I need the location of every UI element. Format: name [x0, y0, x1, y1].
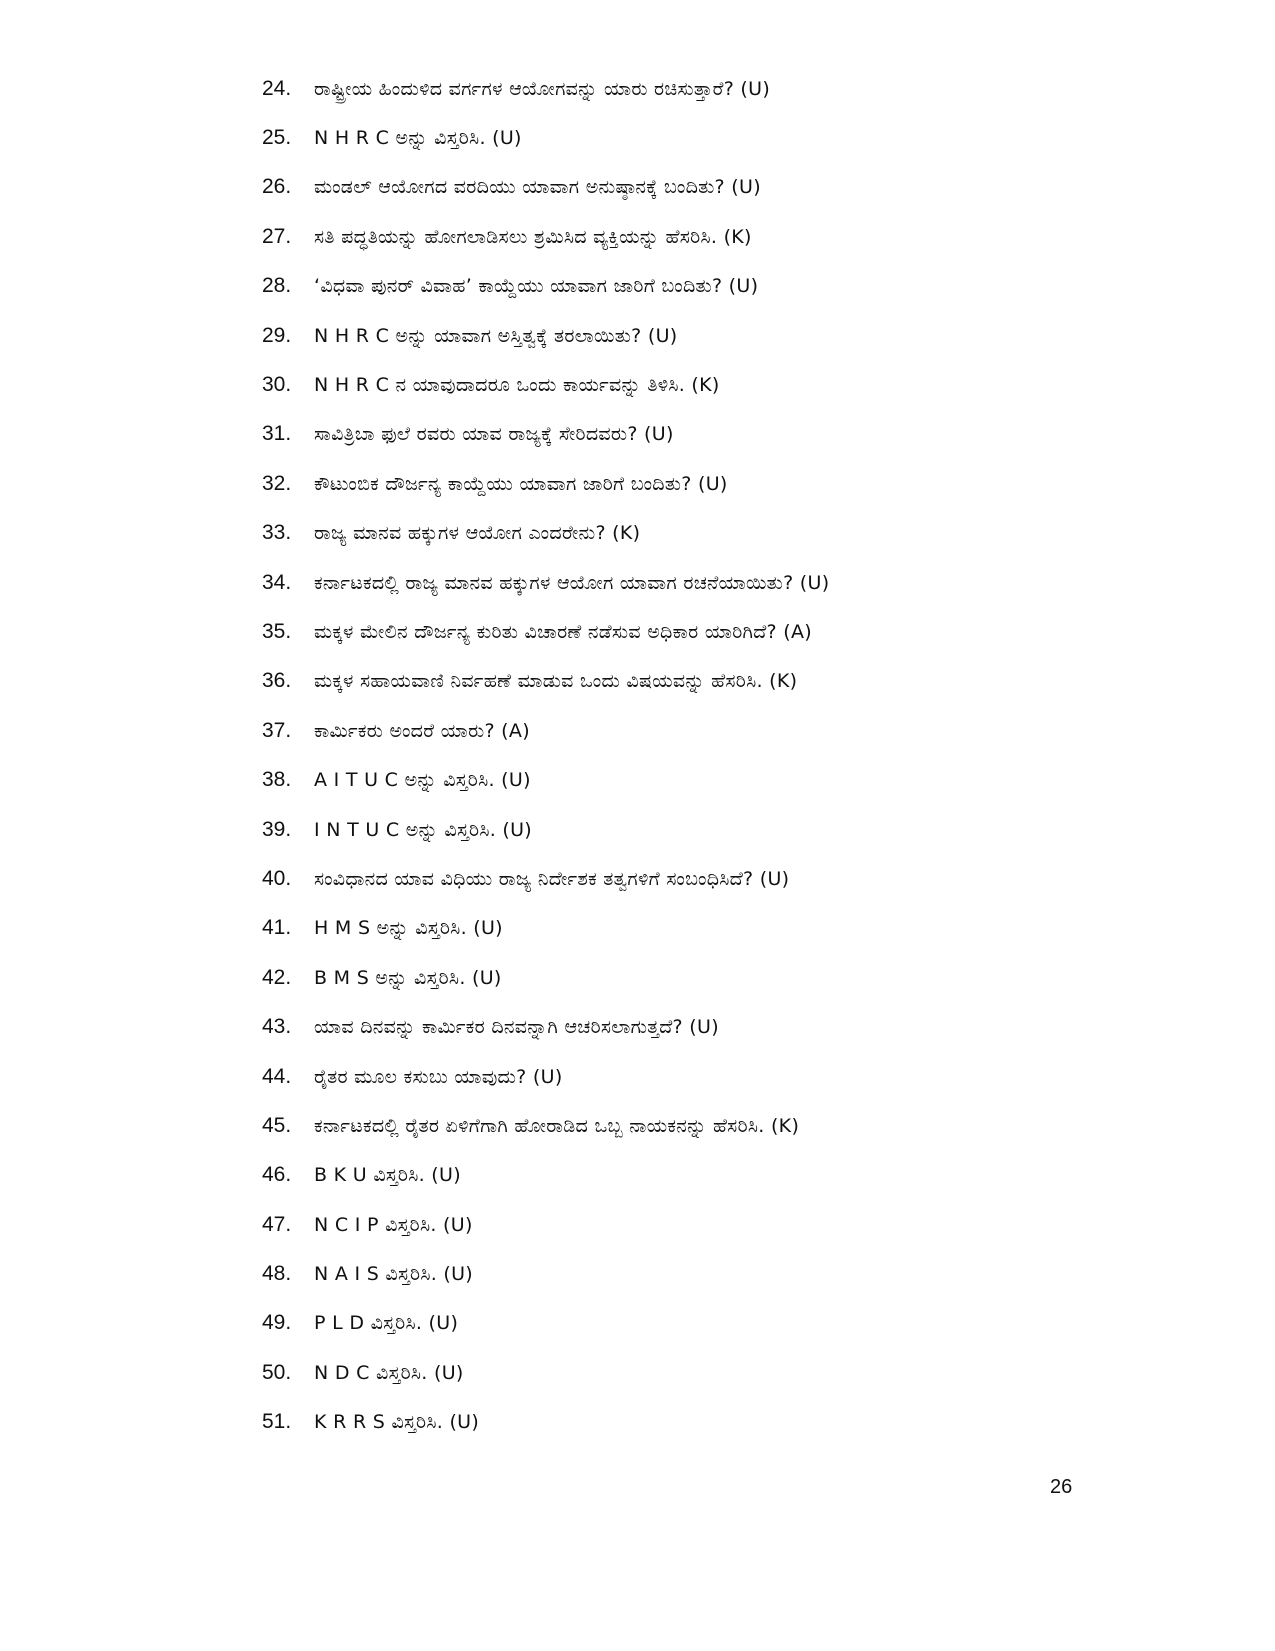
- question-text: N A I S ವಿಸ್ತರಿಸಿ. (U): [314, 1263, 474, 1286]
- question-text: ‘ವಿಧವಾ ಪುನರ್ ವಿವಾಹ’ ಕಾಯ್ದೆಯು ಯಾವಾಗ ಜಾರಿಗೆ ಬಂದಿತು? (U): [314, 275, 759, 298]
- question-text: ರಾಜ್ಯ ಮಾನವ ಹಕ್ಕುಗಳ ಆಯೋಗ ಎಂದರೇನು? (K): [314, 522, 641, 545]
- question-text: B K U ವಿಸ್ತರಿಸಿ. (U): [314, 1164, 461, 1187]
- question-text: I N T U C ಅನ್ನು ವಿಸ್ತರಿಸಿ. (U): [314, 818, 533, 841]
- question-number: 49.: [262, 1311, 292, 1335]
- question-text: B M S ಅನ್ನು ವಿಸ್ತರಿಸಿ. (U): [314, 966, 502, 989]
- question-text: N D C ವಿಸ್ತರಿಸಿ. (U): [314, 1361, 464, 1384]
- question-number: 28.: [262, 274, 292, 298]
- question-text: ಕಾರ್ಮಿಕರು ಅಂದರೆ ಯಾರು? (A): [314, 719, 530, 742]
- question-number: 38.: [262, 768, 292, 792]
- page-number: 26: [1050, 1476, 1073, 1498]
- question-item: [262, 64, 1122, 113]
- question-text: ಮಂಡಲ್ ಆಯೋಗದ ವರದಿಯು ಯಾವಾಗ ಅನುಷ್ಠಾನಕ್ಕೆ ಬಂದಿತು? (U): [314, 176, 761, 199]
- question-item: [262, 262, 1122, 311]
- question-number: 37.: [262, 718, 292, 742]
- question-number: 47.: [262, 1212, 292, 1236]
- question-item: [262, 1151, 1122, 1200]
- question-item: [262, 805, 1122, 854]
- question-number: 36.: [262, 669, 292, 693]
- question-text: ರೈತರ ಮೂಲ ಕಸುಬು ಯಾವುದು? (U): [314, 1065, 563, 1088]
- question-number: 41.: [262, 916, 292, 940]
- question-text: ಮಕ್ಕಳ ಮೇಲಿನ ದೌರ್ಜನ್ಯ ಕುರಿತು ವಿಚಾರಣೆ ನಡೆಸುವ ಅಧಿಕಾರ ಯಾರಿಗಿದೆ? (A): [314, 620, 813, 643]
- question-item: [262, 1002, 1122, 1051]
- question-item: [262, 953, 1122, 1002]
- question-item: [262, 212, 1122, 261]
- question-item: [262, 607, 1122, 656]
- question-item: [262, 163, 1122, 212]
- question-item: [262, 311, 1122, 360]
- question-text: ಕೌಟುಂಬಿಕ ದೌರ್ಜನ್ಯ ಕಾಯ್ದೆಯು ಯಾವಾಗ ಜಾರಿಗೆ ಬಂದಿತು? (U): [314, 472, 728, 495]
- question-number: 40.: [262, 866, 292, 890]
- question-number: 50.: [262, 1360, 292, 1384]
- question-item: [262, 1200, 1122, 1249]
- question-number: 25.: [262, 126, 292, 150]
- question-text: N C I P ವಿಸ್ತರಿಸಿ. (U): [314, 1213, 473, 1236]
- question-text: ರಾಷ್ಟ್ರೀಯ ಹಿಂದುಳಿದ ವರ್ಗಗಳ ಆಯೋಗವನ್ನು ಯಾರು ರಚಿಸುತ್ತಾರೆ? (U): [314, 77, 771, 100]
- question-number: 34.: [262, 570, 292, 594]
- question-text: A I T U C ಅನ್ನು ವಿಸ್ತರಿಸಿ. (U): [314, 769, 531, 792]
- question-item: [262, 1101, 1122, 1150]
- question-text: ಸತಿ ಪದ್ಧತಿಯನ್ನು ಹೋಗಲಾಡಿಸಲು ಶ್ರಮಿಸಿದ ವ್ಯಕ್ತಿಯನ್ನು ಹೆಸರಿಸಿ. (K): [314, 225, 752, 248]
- question-number: 44.: [262, 1064, 292, 1088]
- question-item: [262, 360, 1122, 409]
- question-number: 39.: [262, 817, 292, 841]
- question-number: 33.: [262, 521, 292, 545]
- question-item: [262, 1398, 1122, 1447]
- question-text: ಸಂವಿಧಾನದ ಯಾವ ವಿಧಿಯು ರಾಜ್ಯ ನಿರ್ದೇಶಕ ತತ್ವಗಳಿಗೆ ಸಂಬಂಧಿಸಿದೆ? (U): [314, 867, 790, 890]
- question-number: 35.: [262, 619, 292, 643]
- question-item: [262, 1052, 1122, 1101]
- question-text: N H R C ಅನ್ನು ವಿಸ್ತರಿಸಿ. (U): [314, 127, 522, 150]
- question-text: N H R C ನ ಯಾವುದಾದರೂ ಒಂದು ಕಾರ್ಯವನ್ನು ತಿಳಿಸಿ. (K): [314, 374, 720, 397]
- question-item: [262, 410, 1122, 459]
- question-item: [262, 904, 1122, 953]
- question-list: [262, 64, 1122, 1447]
- question-number: 32.: [262, 471, 292, 495]
- question-number: 31.: [262, 422, 292, 446]
- question-number: 24.: [262, 76, 292, 100]
- question-item: [262, 1299, 1122, 1348]
- question-item: [262, 1348, 1122, 1397]
- question-number: 27.: [262, 224, 292, 248]
- question-text: ಮಕ್ಕಳ ಸಹಾಯವಾಣಿ ನಿರ್ವಹಣೆ ಮಾಡುವ ಒಂದು ವಿಷಯವನ್ನು ಹೆಸರಿಸಿ. (K): [314, 670, 798, 693]
- question-number: 51.: [262, 1410, 292, 1434]
- question-number: 48.: [262, 1262, 292, 1286]
- question-number: 45.: [262, 1113, 292, 1137]
- question-text: P L D ವಿಸ್ತರಿಸಿ. (U): [314, 1312, 459, 1335]
- question-item: [262, 509, 1122, 558]
- question-text: K R R S ವಿಸ್ತರಿಸಿ. (U): [314, 1411, 480, 1434]
- question-item: [262, 706, 1122, 755]
- question-text: ಕರ್ನಾಟಕದಲ್ಲಿ ರೈತರ ಏಳಿಗೆಗಾಗಿ ಹೋರಾಡಿದ ಒಬ್ಬ ನಾಯಕನನ್ನು ಹೆಸರಿಸಿ. (K): [314, 1114, 800, 1137]
- question-text: ಯಾವ ದಿನವನ್ನು ಕಾರ್ಮಿಕರ ದಿನವನ್ನಾಗಿ ಆಚರಿಸಲಾಗುತ್ತದೆ? (U): [314, 1016, 719, 1039]
- question-item: [262, 1249, 1122, 1298]
- question-item: [262, 657, 1122, 706]
- question-item: [262, 459, 1122, 508]
- question-text: H M S ಅನ್ನು ವಿಸ್ತರಿಸಿ. (U): [314, 917, 503, 940]
- question-text: ಸಾವಿತ್ರಿಬಾ ಫುಲೆ ರವರು ಯಾವ ರಾಜ್ಯಕ್ಕೆ ಸೇರಿದವರು? (U): [314, 423, 674, 446]
- question-number: 26.: [262, 175, 292, 199]
- question-number: 30.: [262, 373, 292, 397]
- question-item: [262, 558, 1122, 607]
- question-item: [262, 113, 1122, 162]
- question-number: 46.: [262, 1163, 292, 1187]
- question-item: [262, 854, 1122, 903]
- question-number: 29.: [262, 323, 292, 347]
- question-number: 43.: [262, 1015, 292, 1039]
- question-text: ಕರ್ನಾಟಕದಲ್ಲಿ ರಾಜ್ಯ ಮಾನವ ಹಕ್ಕುಗಳ ಆಯೋಗ ಯಾವಾಗ ರಚನೆಯಾಯಿತು? (U): [314, 571, 830, 594]
- question-item: [262, 755, 1122, 804]
- question-number: 42.: [262, 965, 292, 989]
- question-text: N H R C ಅನ್ನು ಯಾವಾಗ ಅಸ್ತಿತ್ವಕ್ಕೆ ತರಲಾಯಿತು? (U): [314, 324, 678, 347]
